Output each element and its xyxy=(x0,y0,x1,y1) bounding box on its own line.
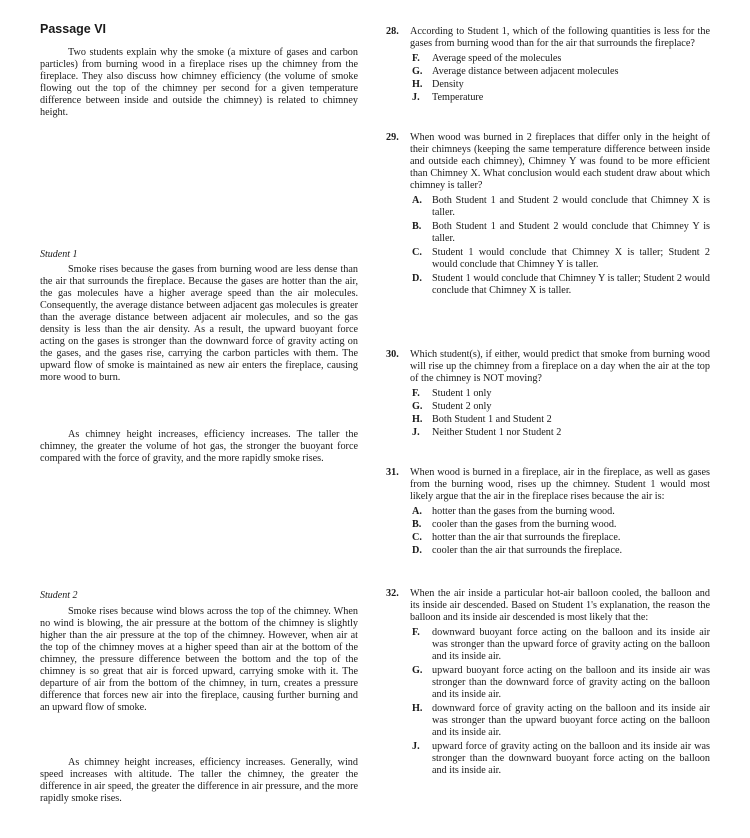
student2-paragraph-2: As chimney height increases, efficiency increases. Generally, wind speed increases with altitude. The taller the chimney, the greater the difference in air speed, the greater the difference in air pressure, and the more rapidly smoke rises. xyxy=(40,757,358,805)
passage-title: Passage VI xyxy=(40,22,107,36)
answer-option-j[interactable]: J. Temperature xyxy=(412,92,484,104)
answer-option-h[interactable]: H. Density xyxy=(412,79,464,91)
answer-option-c[interactable]: C. Student 1 would conclude that Chimney X is taller; Student 2 would conclude that Chimney Y is taller. xyxy=(412,247,710,271)
question-29 xyxy=(388,132,710,299)
answer-option-g[interactable]: G. Student 2 only xyxy=(412,401,492,413)
question-number: 29. xyxy=(386,132,399,143)
answer-options xyxy=(388,506,710,557)
answer-option-j[interactable]: J. upward force of gravity acting on the balloon and its inside air was stronger than the downward buoyant force acting on the balloon and its inside air. xyxy=(412,741,710,777)
answer-options xyxy=(388,627,710,777)
answer-option-d[interactable]: D. Student 1 would conclude that Chimney Y is taller; Student 2 would conclude that Chimney X is taller. xyxy=(412,273,710,297)
question-number: 30. xyxy=(386,349,399,360)
answer-option-j[interactable]: J. Neither Student 1 nor Student 2 xyxy=(412,427,562,439)
answer-options xyxy=(388,53,710,104)
answer-option-b[interactable]: B. cooler than the gases from the burning wood. xyxy=(412,519,617,531)
answer-option-c[interactable]: C. hotter than the air that surrounds the fireplace. xyxy=(412,532,621,544)
question-stem: Which student(s), if either, would predict that smoke from burning wood will rise up the chimney from a fireplace on a day when the air at the top of the chimney is NOT moving? xyxy=(410,349,710,385)
answer-option-f[interactable]: F. Student 1 only xyxy=(412,388,492,400)
question-number: 32. xyxy=(386,588,399,599)
answer-options xyxy=(388,388,710,439)
answer-option-h[interactable]: H. Both Student 1 and Student 2 xyxy=(412,414,552,426)
question-number: 31. xyxy=(386,467,399,478)
question-stem: When wood is burned in a fireplace, air in the fireplace, as well as gases from the burning wood, rises up the chimney. Student 1 would most likely argue that the air in the fireplace rises because the air is: xyxy=(410,467,710,503)
answer-options xyxy=(388,195,710,297)
answer-option-d[interactable]: D. cooler than the air that surrounds the fireplace. xyxy=(412,545,623,557)
intro-paragraph: Two students explain why the smoke (a mixture of gases and carbon particles) from burning wood in a fireplace rises up the chimney from the fireplace. They also discuss how chimney efficiency (the volume of smoke flowing out the top of the chimney per second for a given temperature difference between inside and outside the chimney) is related to chimney height. xyxy=(40,47,358,119)
question-stem: When wood was burned in 2 fireplaces that differ only in the height of their chimneys (keeping the same temperature difference between inside and outside each chimney), Chimney Y was found to be more efficient than Chimney X. What conclusion would each student draw about which chimney is taller? xyxy=(410,132,710,192)
answer-option-b[interactable]: B. Both Student 1 and Student 2 would conclude that Chimney Y is taller. xyxy=(412,221,710,245)
question-28 xyxy=(388,26,710,105)
answer-option-g[interactable]: G. Average distance between adjacent molecules xyxy=(412,66,619,78)
question-32 xyxy=(388,588,710,779)
answer-option-f[interactable]: F. downward buoyant force acting on the balloon and its inside air was stronger than the upward force of gravity acting on the balloon and its inside air. xyxy=(412,627,710,663)
answer-option-a[interactable]: A. Both Student 1 and Student 2 would conclude that Chimney X is taller. xyxy=(412,195,710,219)
student1-heading: Student 1 xyxy=(40,249,78,260)
question-31 xyxy=(388,467,710,558)
student2-heading: Student 2 xyxy=(40,590,78,601)
answer-option-g[interactable]: G. upward buoyant force acting on the balloon and its inside air was stronger than the downward force of gravity acting on the balloon and its inside air. xyxy=(412,665,710,701)
student2-paragraph-1: Smoke rises because wind blows across the top of the chimney. When no wind is blowing, the air pressure at the bottom of the chimney is slightly higher than the air pressure at the top of the chimney. However, when air at the top of the chimney moves at a higher speed than air at the bottom of the chimney, the pressure difference between the bottom and the top of the chimney is so great that air is forced upward, carrying smoke with it. The departure of air from the bottom of the chimney, in turn, creates a pressure difference that forces new air into the fireplace, causing further burning and an upward flow of smoke. xyxy=(40,606,358,714)
student1-paragraph-1: Smoke rises because the gases from burning wood are less dense than the air that surrounds the fireplace. Because the gases are hotter than the air, the gas molecules have a higher average speed than the air molecules. Consequently, the average distance between adjacent gas molecules is greater than the average distance between adjacent air molecules, and so the gas density is less than the air density. As a result, the upward buoyant force acting on the gases is stronger than the downward force of gravity acting on the gases, and the gases rise, carrying the carbon particles with them. The upward flow of smoke is maintained as new air enters the fireplace, causing more wood to burn. xyxy=(40,264,358,384)
student1-paragraph-2: As chimney height increases, efficiency increases. The taller the chimney, the greater the volume of hot gas, the stronger the buoyant force compared with the force of gravity, and the more rapidly smoke rises. xyxy=(40,429,358,465)
answer-option-h[interactable]: H. downward force of gravity acting on the balloon and its inside air was stronger than the upward buoyant force acting on the balloon and its inside air. xyxy=(412,703,710,739)
question-number: 28. xyxy=(386,26,399,37)
answer-option-f[interactable]: F. Average speed of the molecules xyxy=(412,53,562,65)
question-stem: According to Student 1, which of the following quantities is less for the gases from burning wood than for the air that surrounds the fireplace? xyxy=(410,26,710,50)
question-30 xyxy=(388,349,710,440)
question-stem: When the air inside a particular hot-air balloon cooled, the balloon and its inside air descended. Based on Student 1's explanation, the reason the balloon and its inside air descended is most likely that the: xyxy=(410,588,710,624)
answer-option-a[interactable]: A. hotter than the gases from the burning wood. xyxy=(412,506,615,518)
